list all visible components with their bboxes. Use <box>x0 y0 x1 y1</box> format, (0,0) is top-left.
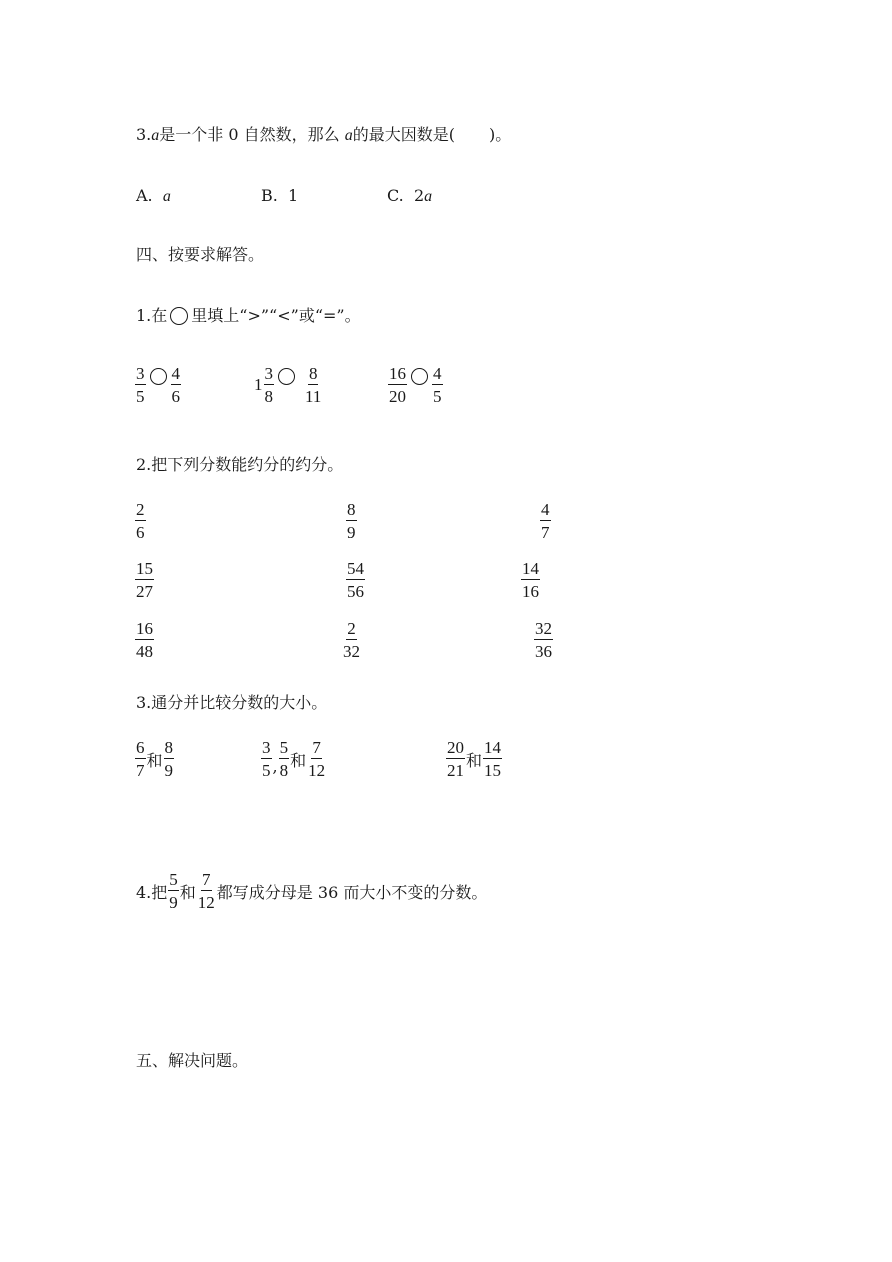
denominator: 12 <box>308 761 326 780</box>
denominator: 12 <box>197 893 215 912</box>
compare-item-1 <box>134 364 182 406</box>
denominator: 9 <box>347 523 356 542</box>
denominator: 56 <box>347 582 364 601</box>
denominator: 8 <box>279 761 289 780</box>
denominator: 21 <box>447 761 464 780</box>
circle-icon <box>170 307 188 325</box>
and-text: 和 <box>290 750 307 770</box>
option-value: 1 <box>288 186 299 205</box>
reduce-fraction <box>345 500 358 542</box>
reduce-fraction <box>345 559 366 601</box>
denominator: 8 <box>264 387 273 406</box>
denominator: 20 <box>389 387 406 406</box>
compare-item-3 <box>387 364 444 406</box>
option-value: a <box>162 188 171 205</box>
option-label: A. <box>136 186 153 205</box>
and-text: 和 <box>146 750 163 770</box>
denominator: 48 <box>136 642 153 661</box>
prompt-text: 1.在 <box>136 306 168 325</box>
denominator: 15 <box>484 761 502 780</box>
option-b <box>261 186 298 206</box>
numerator: 4 <box>433 364 442 383</box>
numerator: 5 <box>169 870 178 889</box>
reduce-fraction <box>533 619 554 661</box>
denominator: 9 <box>164 761 174 780</box>
numerator: 7 <box>312 738 321 757</box>
q4-2-prompt: 2.把下列分数能约分的约分。 <box>136 455 344 474</box>
numerator: 16 <box>136 619 153 638</box>
q4-1-prompt <box>136 306 361 326</box>
prompt-text: 4.把 <box>136 882 168 902</box>
denominator: 32 <box>343 642 360 661</box>
compare-circle[interactable] <box>411 368 428 385</box>
reduce-fraction <box>341 619 362 661</box>
stem-close: )。 <box>488 125 512 144</box>
fraction <box>388 364 407 406</box>
q4-4-prompt <box>136 870 487 912</box>
numerator: 15 <box>136 559 153 578</box>
fraction <box>432 364 443 406</box>
q4-3-prompt: 3.通分并比较分数的大小。 <box>136 693 328 712</box>
numerator: 4 <box>541 500 550 519</box>
variable-a: a <box>344 127 353 144</box>
whole-number: 1 <box>254 375 263 394</box>
numerator: 14 <box>522 559 539 578</box>
compare-group-1 <box>134 738 175 780</box>
numerator: 5 <box>279 738 289 757</box>
numerator: 6 <box>136 738 145 757</box>
fraction <box>135 364 146 406</box>
denominator: 5 <box>136 387 145 406</box>
numerator: 7 <box>202 870 211 889</box>
denominator: 5 <box>262 761 271 780</box>
denominator: 16 <box>522 582 539 601</box>
numerator: 3 <box>264 364 273 383</box>
option-label: B. <box>261 186 278 205</box>
compare-group-2 <box>260 738 327 780</box>
fraction <box>171 364 182 406</box>
reduce-fraction <box>539 500 552 542</box>
fraction <box>304 364 322 406</box>
reduce-fraction <box>134 500 147 542</box>
denominator: 27 <box>136 582 153 601</box>
numerator: 8 <box>347 500 356 519</box>
prompt-text: 里填上“>”“<”或“=”。 <box>191 306 361 325</box>
variable-a: a <box>151 127 160 144</box>
and-text: 和 <box>179 882 196 902</box>
stem-text: 的最大因数是( <box>352 125 455 144</box>
stem-text: 是一个非 0 自然数，那么 <box>159 125 340 144</box>
comma: , <box>272 756 278 776</box>
denominator: 11 <box>305 387 322 406</box>
denominator: 36 <box>535 642 552 661</box>
numerator: 32 <box>535 619 552 638</box>
denominator: 6 <box>171 387 180 406</box>
section-4-title: 四、按要求解答。 <box>136 245 265 264</box>
reduce-fraction <box>134 559 155 601</box>
compare-circle[interactable] <box>150 368 167 385</box>
option-c <box>387 186 432 207</box>
numerator: 4 <box>171 364 180 383</box>
prompt-text: 都写成分母是 36 而大小不变的分数。 <box>216 882 488 902</box>
denominator: 5 <box>433 387 442 406</box>
option-variable: a <box>424 188 433 205</box>
denominator: 7 <box>541 523 550 542</box>
numerator: 2 <box>347 619 356 638</box>
denominator: 9 <box>169 893 178 912</box>
denominator: 6 <box>136 523 145 542</box>
reduce-fraction <box>520 559 541 601</box>
numerator: 2 <box>136 500 145 519</box>
reduce-fraction <box>134 619 155 661</box>
section-5-title: 五、解决问题。 <box>136 1051 249 1070</box>
and-text: 和 <box>466 750 483 770</box>
fraction <box>264 364 275 406</box>
numerator: 54 <box>347 559 364 578</box>
numerator: 3 <box>136 364 145 383</box>
compare-group-3 <box>445 738 503 780</box>
denominator: 7 <box>136 761 145 780</box>
question-number: 3. <box>136 125 152 144</box>
option-label: C. <box>387 186 404 205</box>
compare-item-2 <box>254 364 323 406</box>
numerator: 8 <box>308 364 318 383</box>
numerator: 14 <box>484 738 502 757</box>
numerator: 16 <box>389 364 406 383</box>
numerator: 3 <box>262 738 271 757</box>
option-a <box>136 186 171 207</box>
question-3-stem <box>136 125 511 146</box>
numerator: 20 <box>447 738 464 757</box>
option-value: 2 <box>413 186 425 205</box>
compare-circle[interactable] <box>278 368 295 385</box>
numerator: 8 <box>164 738 174 757</box>
